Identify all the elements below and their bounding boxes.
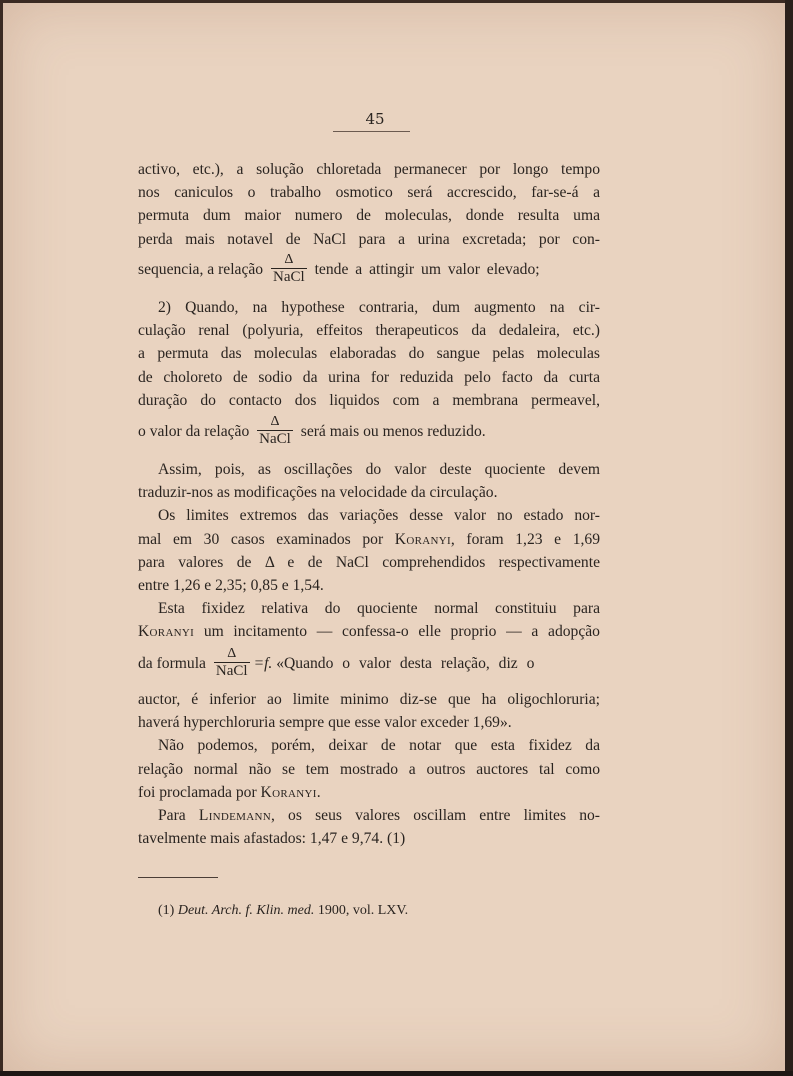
body-text-block-4	[138, 688, 600, 850]
text-line: culação renal (polyuria, effeitos therapeuticos da dedaleira, etc.)	[138, 322, 600, 340]
footnote-marker: (1)	[158, 903, 175, 918]
footnote-rule	[138, 877, 218, 878]
text-line-with-fraction	[138, 254, 600, 287]
text-line: Assim, pois, as oscillações do valor deste quociente devem	[158, 461, 600, 478]
text-segment: mal em 30 casos examinados por	[138, 530, 384, 548]
text-segment: «Quando o valor desta relação, diz o	[276, 655, 535, 673]
fraction-delta-nacl	[257, 414, 293, 447]
fraction-denominator: NaCl	[259, 431, 291, 447]
text-segment: , os seus valores oscillam entre limites no-	[271, 806, 600, 824]
author-name: Lindemann	[198, 806, 271, 824]
fraction-numerator: Δ	[270, 414, 280, 429]
text-segment: será mais ou menos reduzido.	[300, 423, 486, 441]
text-line	[138, 528, 600, 551]
text-line: para valores de Δ e de NaCl comprehendidos respectivamente	[138, 553, 600, 571]
text-line: relação normal não se tem mostrado a outros auctores tal como	[138, 760, 600, 778]
author-name: Koranyi	[394, 530, 451, 548]
author-name: Koranyi	[138, 623, 195, 641]
text-line: perda mais notavel de NaCl para a urina excretada; por con-	[138, 230, 600, 248]
body-text-block-1	[138, 158, 600, 251]
footnote	[158, 903, 408, 919]
text-line: tavelmente mais afastados: 1,47 e 9,74. (1)	[138, 830, 406, 848]
fraction-numerator: Δ	[227, 646, 237, 661]
text-segment: da formula	[138, 655, 206, 673]
text-line-with-fraction	[138, 416, 600, 449]
author-name: Koranyi	[260, 783, 317, 801]
text-line: auctor, é inferior ao limite minimo diz-se que ha oligochloruria;	[138, 691, 600, 708]
text-line: 2) Quando, na hypothese contraria, dum augmento na cir-	[158, 299, 600, 316]
text-line: activo, etc.), a solução chloretada permanecer por longo tempo	[138, 161, 600, 178]
page-shadow-right	[785, 0, 793, 1076]
text-line: Os limites extremos das variações desse valor no estado nor-	[158, 507, 600, 525]
page-shadow-bottom	[0, 1071, 793, 1076]
text-segment: um incitamento — confessa-o elle proprio — a adopção	[203, 623, 600, 641]
text-line: haverá hyperchloruria sempre que esse valor exceder 1,69».	[138, 714, 512, 732]
text-line: Esta fixidez relativa do quociente normal constituiu para	[158, 600, 600, 618]
fraction-numerator: Δ	[284, 252, 294, 267]
fraction-denominator: NaCl	[273, 269, 305, 285]
text-segment: , foram 1,23 e 1,69	[450, 530, 600, 548]
text-line: duração do contacto dos liquidos com a membrana permeavel,	[138, 391, 600, 409]
formula-result: =f.	[253, 655, 273, 673]
page-number: 45	[365, 110, 385, 128]
text-line: de choloreto de sodio da urina for reduzida pelo facto da curta	[138, 368, 600, 386]
text-line: permuta dum maior numero de moleculas, donde resulta uma	[138, 207, 600, 225]
text-segment: Para	[158, 806, 186, 824]
text-segment: foi proclamada por	[138, 783, 257, 801]
body-text-block-3	[138, 458, 600, 644]
text-line: nos caniculos o trabalho osmotico será accrescido, far-se-á a	[138, 184, 600, 202]
body-text-block-2	[138, 296, 600, 412]
text-segment: sequencia, a relação	[138, 261, 264, 279]
text-line	[138, 781, 600, 804]
footnote-details: 1900, vol. LXV.	[314, 903, 409, 918]
text-line: Não podemos, porém, deixar de notar que esta fixidez da	[158, 737, 600, 755]
text-segment: .	[316, 783, 321, 801]
text-segment: tende a attingir um valor elevado;	[314, 261, 540, 279]
text-line-with-fraction	[138, 648, 600, 681]
text-line	[138, 620, 600, 643]
text-segment: o valor da relação	[138, 423, 250, 441]
text-line: a permuta das moleculas elaboradas do sangue pelas moleculas	[138, 345, 600, 363]
text-line: traduzir-nos as modificações na velocidade da circulação.	[138, 484, 498, 502]
page-number-rule	[333, 131, 410, 132]
fraction-denominator: NaCl	[215, 663, 248, 679]
text-line	[138, 804, 600, 827]
footnote-journal: Deut. Arch. f. Klin. med.	[177, 903, 315, 918]
text-line: entre 1,26 e 2,35; 0,85 e 1,54.	[138, 576, 324, 594]
fraction-delta-nacl	[214, 646, 250, 679]
fraction-delta-nacl	[271, 252, 307, 285]
